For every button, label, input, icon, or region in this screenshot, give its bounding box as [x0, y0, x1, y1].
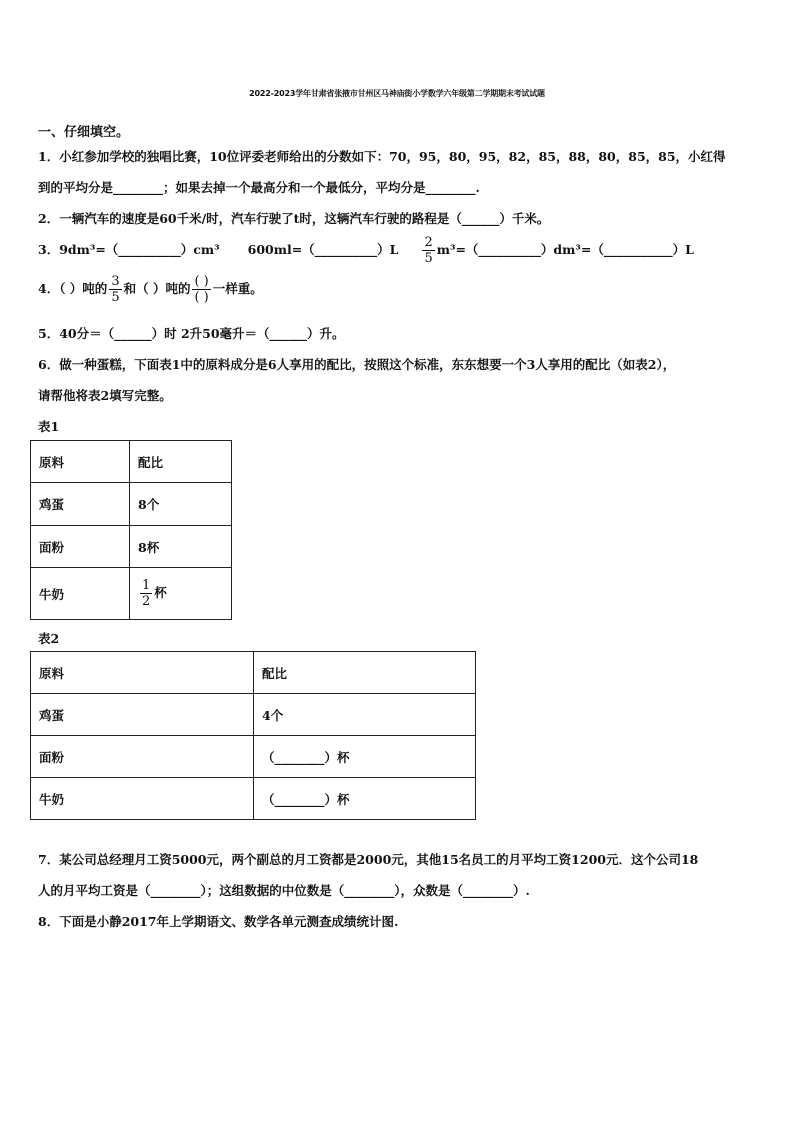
table-1: [30, 440, 232, 620]
question-4: [38, 275, 263, 304]
question-6-line-2: 请帮他将表2填写完整。: [38, 388, 172, 403]
table-row: [31, 652, 476, 694]
table-cell: 配比: [130, 441, 232, 483]
table-row: [31, 483, 232, 526]
table-cell: 配比: [254, 652, 476, 694]
table-row: [31, 736, 476, 778]
table-cell: 牛奶: [31, 778, 254, 820]
question-6-line-1: 6．做一种蛋糕，下面表1中的原料成分是6人享用的配比，按照这个标准，东东想要一个3人享用的配比（如表2），: [38, 357, 676, 372]
section-heading: 一、仔细填空。: [38, 125, 130, 140]
table-2: [30, 651, 476, 820]
table-cell: 鸡蛋: [31, 694, 254, 736]
table-row: [31, 778, 476, 820]
question-1-line-1: 1．小红参加学校的独唱比赛，10位评委老师给出的分数如下：70，95，80，95，82，85，88，80，85，85，小红得: [38, 149, 726, 164]
question-3-part-2: 600ml=（__________）L: [247, 242, 399, 257]
question-7-line-2: 人的月平均工资是（________）；这组数据的中位数是（________），众数是（________）.: [38, 883, 530, 898]
question-4-part-1: 4．（ ）吨的: [38, 281, 108, 296]
table-row: [31, 441, 232, 483]
question-5: 5．40分＝（______）时 2升50毫升＝（______）升。: [38, 326, 345, 341]
table-cell: 鸡蛋: [31, 483, 130, 526]
fraction-blank: $\frac{( )}{( )}$: [194, 274, 209, 305]
question-2: 2．一辆汽车的速度是60千米/时，汽车行驶了t时，这辆汽车行驶的路程是（______）千米。: [38, 211, 550, 226]
table-cell: 8杯: [130, 526, 232, 568]
question-3-part-1: 3．9dm³=（__________）cm³: [38, 242, 220, 257]
question-8: 8．下面是小静2017年上学期语文、数学各单元测查成绩统计图.: [38, 914, 399, 929]
table-cell: 原料: [31, 441, 130, 483]
table-cell: 8个: [130, 483, 232, 526]
question-3-part-3: m³=（__________）dm³=（___________）L: [436, 242, 694, 257]
fraction-2-5: $\frac{2}{5}$: [424, 235, 433, 266]
table-row: [31, 568, 232, 620]
table-cell: （________）杯: [254, 736, 476, 778]
fraction-1-2: $\frac{1}{2}$: [142, 578, 151, 609]
table-cell: $\frac{1}{2}$ 杯: [130, 568, 232, 620]
table-cell: 4个: [254, 694, 476, 736]
table-cell: 面粉: [31, 736, 254, 778]
question-3: [38, 236, 694, 265]
table-cell: 面粉: [31, 526, 130, 568]
table-2-label: 表2: [38, 631, 60, 646]
page-title: 2022-2023学年甘肃省张掖市甘州区马神庙街小学数学六年级第二学期期末考试试题: [249, 89, 545, 98]
table-cell: （________）杯: [254, 778, 476, 820]
table-row: [31, 526, 232, 568]
table-row: [31, 694, 476, 736]
question-4-part-2: 和（ ）吨的: [123, 281, 191, 296]
table-cell: 原料: [31, 652, 254, 694]
table-cell: 牛奶: [31, 568, 130, 620]
fraction-3-5: $\frac{3}{5}$: [111, 274, 120, 305]
question-7-line-1: 7．某公司总经理月工资5000元，两个副总的月工资都是2000元，其他15名员工的月平均工资1200元．这个公司18: [38, 852, 699, 867]
question-4-part-3: 一样重。: [212, 281, 263, 296]
table-1-label: 表1: [38, 419, 60, 434]
question-1-line-2: 到的平均分是________；如果去掉一个最高分和一个最低分，平均分是________.: [38, 180, 480, 195]
